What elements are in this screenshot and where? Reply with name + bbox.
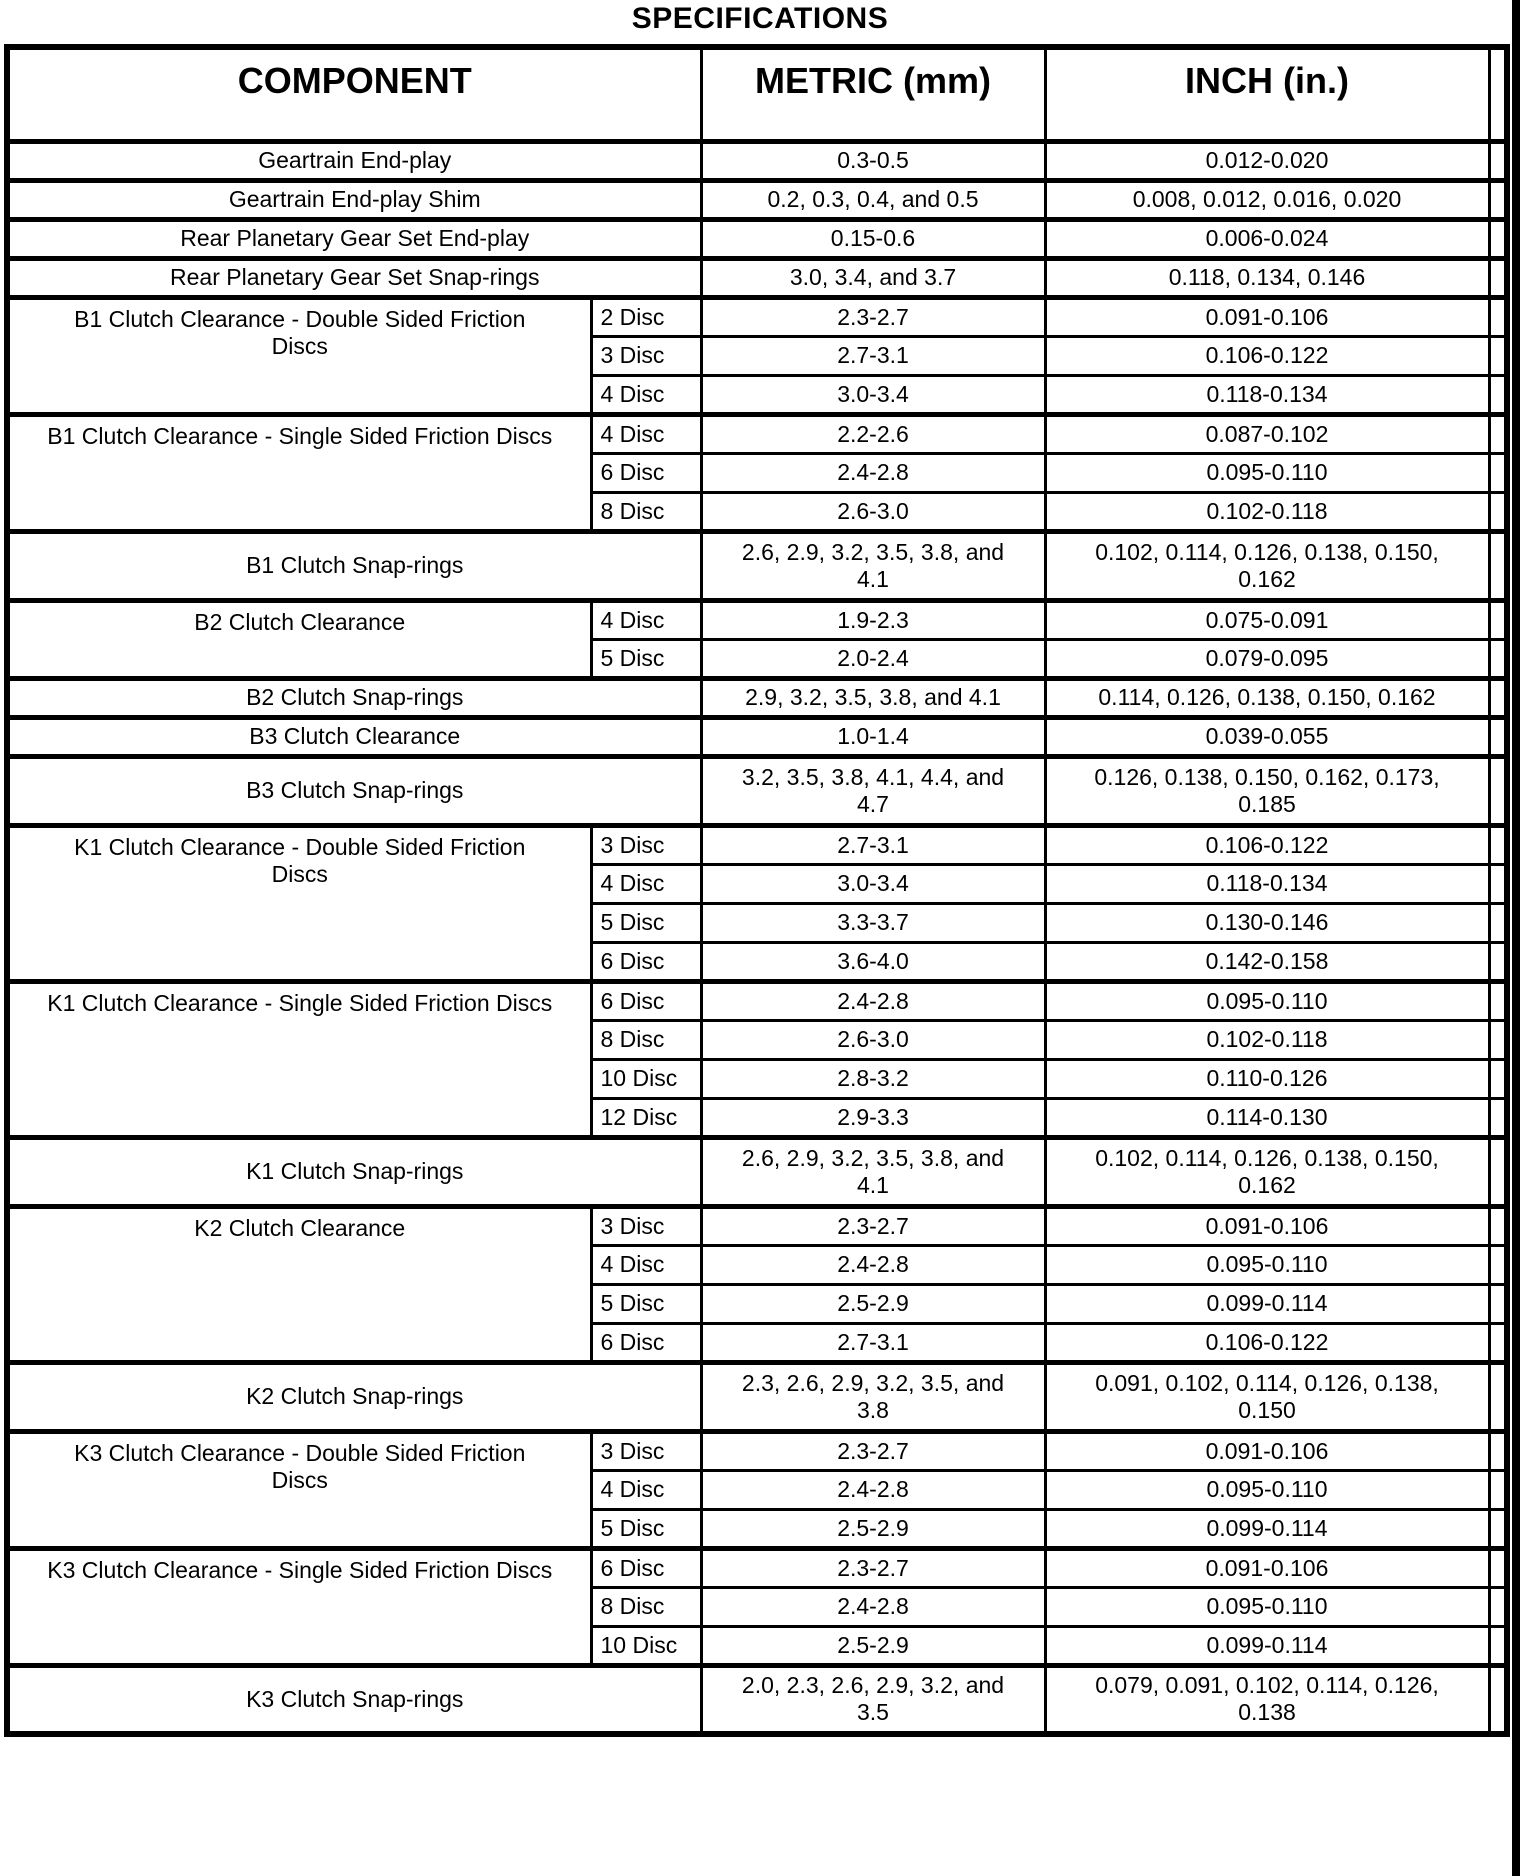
edge-cell [1489,600,1507,639]
metric-cell: 2.4-2.8 [701,1245,1045,1284]
metric-cell: 2.2-2.6 [701,414,1045,453]
table-row [7,414,1507,453]
inch-cell: 0.099-0.114 [1045,1626,1489,1665]
component-cell: K1 Clutch Clearance - Double Sided Friction Discs [7,825,591,981]
edge-cell [1489,1431,1507,1470]
edge-cell [1489,756,1507,825]
edge-cell [1489,453,1507,492]
metric-cell: 2.9-3.3 [701,1098,1045,1137]
edge-header-cell [1489,47,1507,141]
table-row [7,756,1507,825]
edge-cell [1489,375,1507,414]
metric-cell: 1.0-1.4 [701,717,1045,756]
inch-cell: 0.095-0.110 [1045,981,1489,1020]
table-row [7,981,1507,1020]
edge-cell [1489,1137,1507,1206]
disc-count-cell: 10 Disc [591,1626,701,1665]
table-row [7,1137,1507,1206]
inch-cell: 0.106-0.122 [1045,825,1489,864]
metric-cell: 0.3-0.5 [701,141,1045,180]
inch-cell: 0.095-0.110 [1045,1470,1489,1509]
component-cell: Geartrain End-play Shim [7,180,701,219]
disc-count-cell: 4 Disc [591,1470,701,1509]
inch-cell: 0.102, 0.114, 0.126, 0.138, 0.150, 0.162 [1045,1137,1489,1206]
table-row [7,1362,1507,1431]
metric-cell: 2.3-2.7 [701,1548,1045,1587]
metric-cell: 2.6, 2.9, 3.2, 3.5, 3.8, and 4.1 [701,531,1045,600]
disc-count-cell: 6 Disc [591,981,701,1020]
inch-cell: 0.008, 0.012, 0.016, 0.020 [1045,180,1489,219]
component-cell: K2 Clutch Clearance [7,1206,591,1362]
inch-cell: 0.102-0.118 [1045,1020,1489,1059]
disc-count-cell: 4 Disc [591,600,701,639]
metric-cell: 3.0, 3.4, and 3.7 [701,258,1045,297]
inch-cell: 0.087-0.102 [1045,414,1489,453]
edge-cell [1489,1626,1507,1665]
inch-cell: 0.095-0.110 [1045,453,1489,492]
edge-cell [1489,1284,1507,1323]
metric-cell: 3.6-4.0 [701,942,1045,981]
metric-cell: 2.5-2.9 [701,1284,1045,1323]
inch-cell: 0.075-0.091 [1045,600,1489,639]
metric-cell: 2.7-3.1 [701,1323,1045,1362]
edge-cell [1489,1206,1507,1245]
metric-cell: 2.7-3.1 [701,825,1045,864]
inch-cell: 0.091-0.106 [1045,1431,1489,1470]
table-row [7,141,1507,180]
disc-count-cell: 2 Disc [591,297,701,336]
table-row [7,1665,1507,1734]
inch-cell: 0.091-0.106 [1045,1206,1489,1245]
page-scan-edge-line [1512,0,1520,1876]
edge-cell [1489,639,1507,678]
component-cell: K3 Clutch Snap-rings [7,1665,701,1734]
metric-cell: 2.6-3.0 [701,492,1045,531]
edge-cell [1489,1020,1507,1059]
metric-cell: 2.3, 2.6, 2.9, 3.2, 3.5, and 3.8 [701,1362,1045,1431]
metric-cell: 2.4-2.8 [701,1587,1045,1626]
table-row [7,258,1507,297]
disc-count-cell: 3 Disc [591,825,701,864]
disc-count-cell: 8 Disc [591,1020,701,1059]
inch-cell: 0.091, 0.102, 0.114, 0.126, 0.138, 0.150 [1045,1362,1489,1431]
disc-count-cell: 6 Disc [591,453,701,492]
edge-cell [1489,1587,1507,1626]
metric-cell: 2.7-3.1 [701,336,1045,375]
component-cell: Geartrain End-play [7,141,701,180]
disc-count-cell: 4 Disc [591,864,701,903]
edge-cell [1489,1098,1507,1137]
component-cell: B1 Clutch Snap-rings [7,531,701,600]
metric-cell: 2.4-2.8 [701,1470,1045,1509]
column-header-component: COMPONENT [7,47,701,141]
disc-count-cell: 3 Disc [591,1206,701,1245]
inch-cell: 0.079, 0.091, 0.102, 0.114, 0.126, 0.138 [1045,1665,1489,1734]
table-row [7,1548,1507,1587]
disc-count-cell: 12 Disc [591,1098,701,1137]
table-row [7,297,1507,336]
disc-count-cell: 5 Disc [591,903,701,942]
table-row [7,825,1507,864]
disc-count-cell: 6 Disc [591,1323,701,1362]
inch-cell: 0.118-0.134 [1045,864,1489,903]
inch-cell: 0.079-0.095 [1045,639,1489,678]
inch-cell: 0.110-0.126 [1045,1059,1489,1098]
inch-cell: 0.106-0.122 [1045,336,1489,375]
inch-cell: 0.012-0.020 [1045,141,1489,180]
column-header-inch: INCH (in.) [1045,47,1489,141]
edge-cell [1489,678,1507,717]
metric-cell: 3.2, 3.5, 3.8, 4.1, 4.4, and 4.7 [701,756,1045,825]
disc-count-cell: 5 Disc [591,1509,701,1548]
metric-cell: 3.0-3.4 [701,375,1045,414]
disc-count-cell: 8 Disc [591,1587,701,1626]
inch-cell: 0.102, 0.114, 0.126, 0.138, 0.150, 0.162 [1045,531,1489,600]
edge-cell [1489,1362,1507,1431]
disc-count-cell: 4 Disc [591,414,701,453]
metric-cell: 2.4-2.8 [701,981,1045,1020]
disc-count-cell: 4 Disc [591,1245,701,1284]
disc-count-cell: 10 Disc [591,1059,701,1098]
metric-cell: 0.15-0.6 [701,219,1045,258]
inch-cell: 0.126, 0.138, 0.150, 0.162, 0.173, 0.185 [1045,756,1489,825]
edge-cell [1489,180,1507,219]
component-cell: B3 Clutch Clearance [7,717,701,756]
component-cell: K1 Clutch Snap-rings [7,1137,701,1206]
edge-cell [1489,825,1507,864]
edge-cell [1489,258,1507,297]
table-row [7,717,1507,756]
metric-cell: 3.3-3.7 [701,903,1045,942]
inch-cell: 0.091-0.106 [1045,297,1489,336]
component-cell: B3 Clutch Snap-rings [7,756,701,825]
table-row [7,219,1507,258]
disc-count-cell: 6 Disc [591,1548,701,1587]
table-row [7,600,1507,639]
edge-cell [1489,903,1507,942]
inch-cell: 0.099-0.114 [1045,1284,1489,1323]
inch-cell: 0.099-0.114 [1045,1509,1489,1548]
disc-count-cell: 8 Disc [591,492,701,531]
edge-cell [1489,141,1507,180]
inch-cell: 0.142-0.158 [1045,942,1489,981]
edge-cell [1489,297,1507,336]
inch-cell: 0.118, 0.134, 0.146 [1045,258,1489,297]
component-cell: K3 Clutch Clearance - Double Sided Friction Discs [7,1431,591,1548]
edge-cell [1489,942,1507,981]
component-cell: K1 Clutch Clearance - Single Sided Friction Discs [7,981,591,1137]
metric-cell: 2.5-2.9 [701,1509,1045,1548]
component-cell: K2 Clutch Snap-rings [7,1362,701,1431]
metric-cell: 0.2, 0.3, 0.4, and 0.5 [701,180,1045,219]
component-cell: K3 Clutch Clearance - Single Sided Friction Discs [7,1548,591,1665]
component-cell: B2 Clutch Snap-rings [7,678,701,717]
inch-cell: 0.114-0.130 [1045,1098,1489,1137]
edge-cell [1489,1470,1507,1509]
edge-cell [1489,1509,1507,1548]
table-row [7,531,1507,600]
metric-cell: 2.3-2.7 [701,1206,1045,1245]
inch-cell: 0.039-0.055 [1045,717,1489,756]
inch-cell: 0.114, 0.126, 0.138, 0.150, 0.162 [1045,678,1489,717]
metric-cell: 2.9, 3.2, 3.5, 3.8, and 4.1 [701,678,1045,717]
metric-cell: 1.9-2.3 [701,600,1045,639]
table-row [7,678,1507,717]
inch-cell: 0.106-0.122 [1045,1323,1489,1362]
column-header-metric: METRIC (mm) [701,47,1045,141]
metric-cell: 2.0, 2.3, 2.6, 2.9, 3.2, and 3.5 [701,1665,1045,1734]
edge-cell [1489,1059,1507,1098]
edge-cell [1489,1323,1507,1362]
edge-cell [1489,717,1507,756]
edge-cell [1489,219,1507,258]
table-row [7,1206,1507,1245]
metric-cell: 2.6, 2.9, 3.2, 3.5, 3.8, and 4.1 [701,1137,1045,1206]
metric-cell: 2.6-3.0 [701,1020,1045,1059]
edge-cell [1489,336,1507,375]
table-row [7,1431,1507,1470]
inch-cell: 0.095-0.110 [1045,1245,1489,1284]
inch-cell: 0.102-0.118 [1045,492,1489,531]
disc-count-cell: 3 Disc [591,1431,701,1470]
inch-cell: 0.095-0.110 [1045,1587,1489,1626]
component-cell: B1 Clutch Clearance - Single Sided Friction Discs [7,414,591,531]
disc-count-cell: 3 Disc [591,336,701,375]
inch-cell: 0.118-0.134 [1045,375,1489,414]
component-cell: Rear Planetary Gear Set End-play [7,219,701,258]
inch-cell: 0.091-0.106 [1045,1548,1489,1587]
metric-cell: 2.0-2.4 [701,639,1045,678]
edge-cell [1489,1665,1507,1734]
inch-cell: 0.130-0.146 [1045,903,1489,942]
component-cell: B2 Clutch Clearance [7,600,591,678]
table-header-row [7,47,1507,141]
component-cell: Rear Planetary Gear Set Snap-rings [7,258,701,297]
edge-cell [1489,414,1507,453]
edge-cell [1489,1548,1507,1587]
page-title: SPECIFICATIONS [631,2,889,35]
metric-cell: 2.4-2.8 [701,453,1045,492]
metric-cell: 2.5-2.9 [701,1626,1045,1665]
specifications-table [4,44,1510,1737]
inch-cell: 0.006-0.024 [1045,219,1489,258]
edge-cell [1489,1245,1507,1284]
disc-count-cell: 5 Disc [591,1284,701,1323]
metric-cell: 2.8-3.2 [701,1059,1045,1098]
table-row [7,180,1507,219]
disc-count-cell: 6 Disc [591,942,701,981]
metric-cell: 2.3-2.7 [701,1431,1045,1470]
edge-cell [1489,864,1507,903]
edge-cell [1489,981,1507,1020]
component-cell: B1 Clutch Clearance - Double Sided Friction Discs [7,297,591,414]
disc-count-cell: 5 Disc [591,639,701,678]
metric-cell: 2.3-2.7 [701,297,1045,336]
disc-count-cell: 4 Disc [591,375,701,414]
edge-cell [1489,492,1507,531]
metric-cell: 3.0-3.4 [701,864,1045,903]
edge-cell [1489,531,1507,600]
